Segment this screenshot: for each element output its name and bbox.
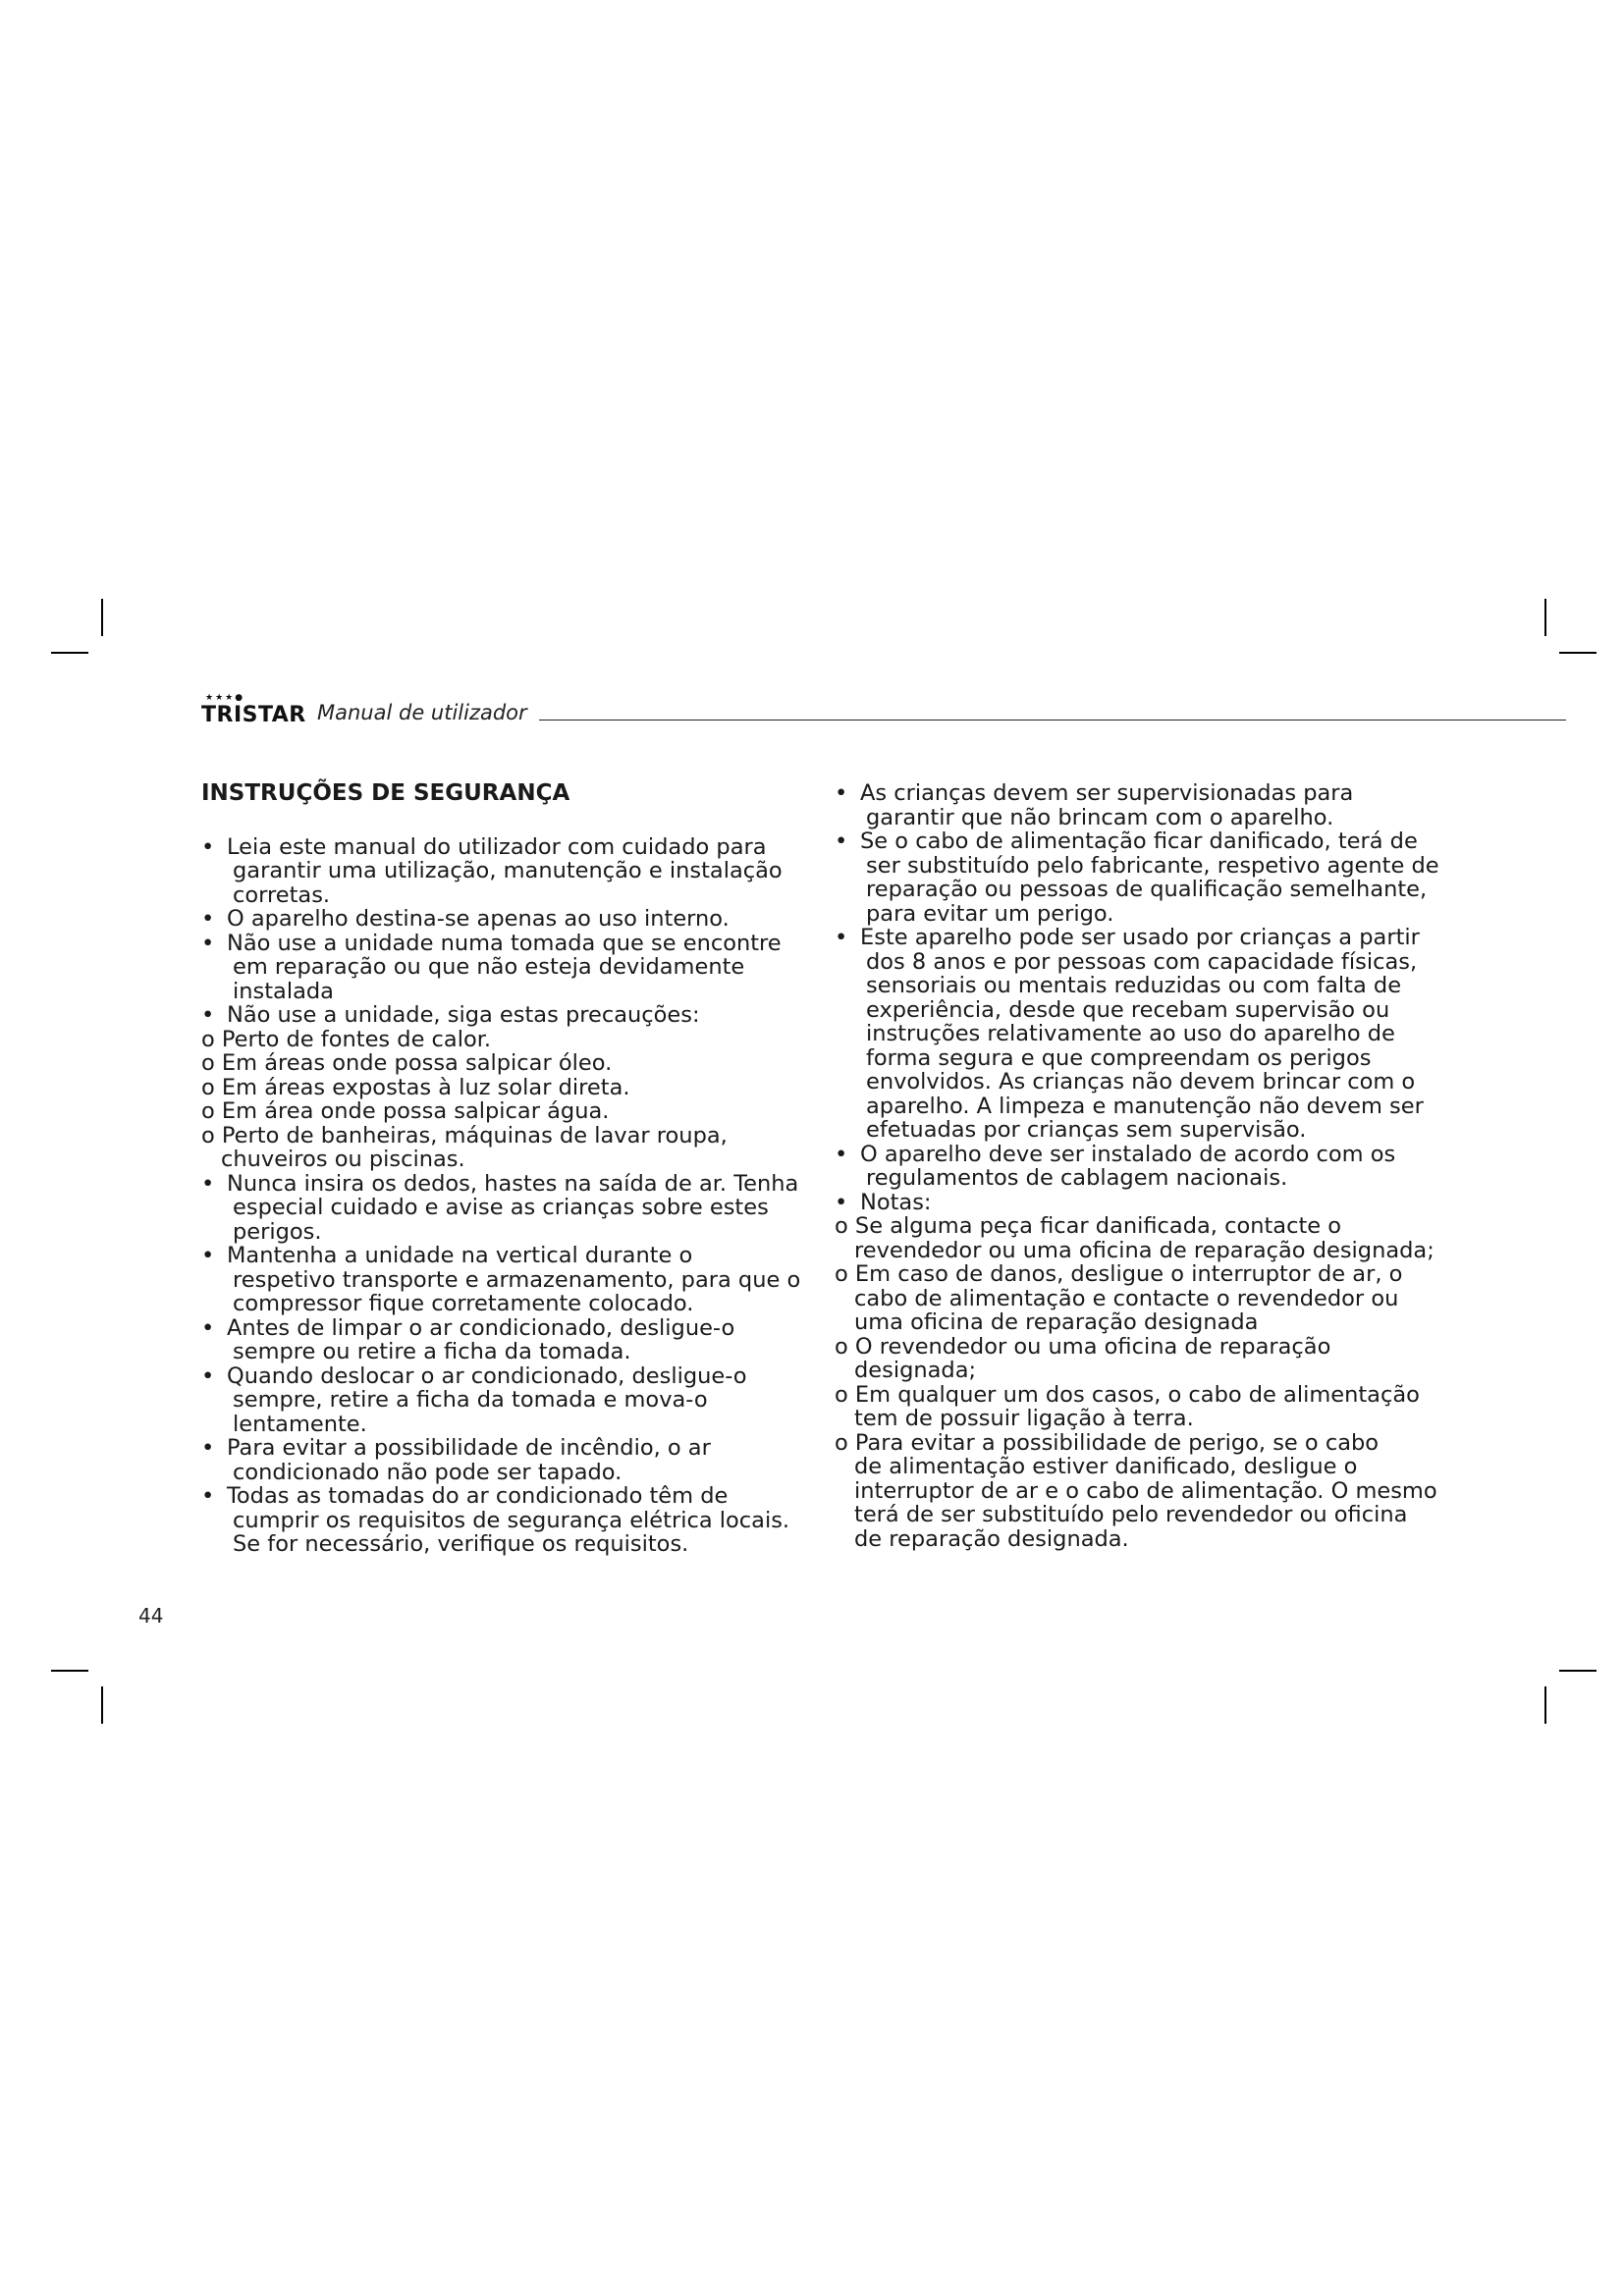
left-column bbox=[201, 781, 810, 1557]
right-sub-item bbox=[835, 1383, 1443, 1431]
left-bullet-item bbox=[201, 932, 810, 1004]
item-line: O aparelho deve ser instalado de acordo com os bbox=[860, 1141, 1396, 1167]
header-rule bbox=[539, 720, 1566, 721]
item-line: uma oficina de reparação designada bbox=[854, 1309, 1259, 1335]
item-line: interruptor de ar e o cabo de alimentação. O mesmo bbox=[854, 1477, 1437, 1504]
item-line: perigos. bbox=[233, 1218, 322, 1245]
left-bullet-item bbox=[201, 1172, 810, 1245]
page-number: 44 bbox=[138, 1604, 164, 1628]
left-bullet-item bbox=[201, 1003, 810, 1028]
section-heading: INSTRUÇÕES DE SEGURANÇA bbox=[201, 780, 570, 806]
item-line: instruções relativamente ao uso do aparelho de bbox=[866, 1021, 1395, 1046]
item-line: o O revendedor ou uma oficina de reparação bbox=[835, 1333, 1331, 1360]
item-line: Não use a unidade numa tomada que se encontre bbox=[227, 930, 782, 956]
right-bullet-item bbox=[835, 781, 1443, 829]
item-line: o Se alguma peça ficar danificada, contacte o bbox=[835, 1213, 1342, 1239]
right-bullet-item bbox=[835, 926, 1443, 1143]
item-line: o Em caso de danos, desligue o interruptor de ar, o bbox=[835, 1261, 1403, 1287]
bullet-mark: • bbox=[201, 1243, 215, 1268]
left-bullet-item bbox=[201, 1436, 810, 1484]
item-line: terá de ser substituído pelo revendedor ou oficina bbox=[854, 1502, 1408, 1527]
bullet-mark: • bbox=[201, 930, 215, 956]
item-line: o Em áreas expostas à luz solar direta. bbox=[201, 1074, 630, 1100]
bullet-mark: • bbox=[835, 828, 848, 854]
item-line: forma segura e que compreendam os perigos bbox=[866, 1044, 1372, 1071]
item-line: lentamente. bbox=[233, 1411, 367, 1437]
bullet-mark: • bbox=[201, 1002, 215, 1028]
item-line: Para evitar a possibilidade de incêndio, o ar bbox=[227, 1435, 711, 1461]
item-line: o Perto de fontes de calor. bbox=[201, 1026, 492, 1052]
bullet-mark: • bbox=[201, 1362, 215, 1389]
item-line: sempre, retire a ficha da tomada e mova-o bbox=[233, 1387, 708, 1413]
item-line: Não use a unidade, siga estas precauções: bbox=[227, 1002, 700, 1028]
left-bullet-item bbox=[201, 907, 810, 932]
item-line: de alimentação estiver danificado, desligue o bbox=[854, 1454, 1358, 1479]
item-line: Leia este manual do utilizador com cuidado para bbox=[227, 833, 767, 860]
item-line: de reparação designada. bbox=[854, 1525, 1129, 1552]
item-line: Este aparelho pode ser usado por crianças a partir bbox=[860, 925, 1420, 950]
item-line: o Em áreas onde possa salpicar óleo. bbox=[201, 1050, 613, 1076]
left-bullet-item bbox=[201, 1484, 810, 1557]
item-line: As crianças devem ser supervisionadas para bbox=[860, 780, 1354, 806]
item-line: para evitar um perigo. bbox=[866, 900, 1114, 927]
left-instruction-list bbox=[201, 835, 810, 1557]
item-line: instalada bbox=[233, 978, 334, 1004]
right-sub-item bbox=[835, 1262, 1443, 1335]
item-line: Todas as tomadas do ar condicionado têm de bbox=[227, 1483, 729, 1509]
item-line: em reparação ou que não esteja devidamente bbox=[233, 954, 745, 980]
item-line: O aparelho destina-se apenas ao uso interno. bbox=[227, 906, 730, 932]
page-header bbox=[201, 693, 1566, 732]
item-line: ser substituído pelo fabricante, respetivo agente de bbox=[866, 852, 1439, 879]
item-line: sensoriais ou mentais reduzidas ou com falta de bbox=[866, 973, 1402, 998]
right-bullet-item bbox=[835, 829, 1443, 926]
crop-mark-bottom-right-vertical bbox=[1544, 1686, 1546, 1724]
item-line: o Em área onde possa salpicar água. bbox=[201, 1098, 610, 1124]
bullet-mark: • bbox=[201, 833, 215, 860]
item-line: envolvidos. As crianças não devem brincar com o bbox=[866, 1069, 1416, 1095]
brand-stars: ★★★● bbox=[205, 693, 245, 703]
item-line: efetuadas por crianças sem supervisão. bbox=[866, 1117, 1307, 1143]
item-line: respetivo transporte e armazenamento, para que o bbox=[233, 1266, 801, 1293]
right-bullet-item bbox=[835, 1191, 1443, 1215]
bullet-mark: • bbox=[201, 1170, 215, 1197]
left-bullet-item bbox=[201, 1316, 810, 1364]
crop-mark-bottom-right-horizontal bbox=[1559, 1670, 1597, 1672]
crop-mark-top-left-vertical bbox=[101, 599, 103, 636]
item-line: especial cuidado e avise as crianças sobre estes bbox=[233, 1195, 769, 1220]
crop-mark-top-left-horizontal bbox=[51, 652, 88, 654]
item-line: garantir que não brincam com o aparelho. bbox=[866, 804, 1334, 830]
bullet-mark: • bbox=[201, 1314, 215, 1341]
item-line: Se o cabo de alimentação ficar danificado, terá de bbox=[860, 828, 1418, 854]
crop-mark-bottom-left-horizontal bbox=[51, 1670, 88, 1672]
item-line: revendedor ou uma oficina de reparação designada; bbox=[854, 1237, 1435, 1263]
item-line: designada; bbox=[854, 1358, 977, 1383]
bullet-mark: • bbox=[835, 780, 848, 806]
item-line: regulamentos de cablagem nacionais. bbox=[866, 1165, 1288, 1191]
manual-title: Manual de utilizador bbox=[317, 701, 527, 724]
left-sub-item bbox=[201, 1124, 810, 1172]
item-line: Quando deslocar o ar condicionado, desligue-o bbox=[227, 1362, 747, 1389]
right-column bbox=[835, 781, 1443, 1551]
item-line: Notas: bbox=[860, 1189, 932, 1215]
item-line: dos 8 anos e por pessoas com capacidade físicas, bbox=[866, 948, 1418, 975]
item-line: reparação ou pessoas de qualificação semelhante, bbox=[866, 877, 1428, 902]
bullet-mark: • bbox=[835, 1189, 848, 1215]
item-line: Mantenha a unidade na vertical durante o bbox=[227, 1243, 693, 1268]
bullet-mark: • bbox=[201, 1435, 215, 1461]
left-bullet-item bbox=[201, 1364, 810, 1437]
right-sub-item bbox=[835, 1335, 1443, 1383]
item-line: cabo de alimentação e contacte o revendedor ou bbox=[854, 1285, 1399, 1311]
left-sub-item bbox=[201, 1099, 810, 1124]
item-line: o Em qualquer um dos casos, o cabo de alimentação bbox=[835, 1381, 1420, 1408]
left-sub-item bbox=[201, 1076, 810, 1100]
item-line: o Perto de banheiras, máquinas de lavar roupa, bbox=[201, 1122, 728, 1148]
item-line: cumprir os requisitos de segurança elétrica locais. bbox=[233, 1507, 790, 1533]
item-line: experiência, desde que recebam supervisão ou bbox=[866, 996, 1390, 1023]
item-line: corretas. bbox=[233, 881, 331, 908]
item-line: sempre ou retire a ficha da tomada. bbox=[233, 1339, 631, 1364]
item-line: Antes de limpar o ar condicionado, desligue-o bbox=[227, 1314, 735, 1341]
right-sub-item bbox=[835, 1214, 1443, 1262]
left-bullet-item bbox=[201, 1244, 810, 1316]
right-sub-item bbox=[835, 1431, 1443, 1552]
crop-mark-top-right-vertical bbox=[1544, 599, 1546, 636]
bullet-mark: • bbox=[835, 1141, 848, 1167]
item-line: condicionado não pode ser tapado. bbox=[233, 1459, 623, 1485]
brand-name: TRISTAR bbox=[201, 703, 306, 727]
item-line: tem de possuir ligação à terra. bbox=[854, 1406, 1194, 1431]
crop-mark-bottom-left-vertical bbox=[101, 1686, 103, 1724]
item-line: Se for necessário, verifique os requisitos. bbox=[233, 1531, 689, 1557]
item-line: aparelho. A limpeza e manutenção não devem ser bbox=[866, 1093, 1424, 1119]
right-instruction-list bbox=[835, 781, 1443, 1551]
bullet-mark: • bbox=[201, 906, 215, 932]
item-line: garantir uma utilização, manutenção e instalação bbox=[233, 858, 783, 883]
item-line: compressor fique corretamente colocado. bbox=[233, 1291, 694, 1316]
crop-mark-top-right-horizontal bbox=[1559, 652, 1597, 654]
item-line: o Para evitar a possibilidade de perigo, se o cabo bbox=[835, 1429, 1380, 1456]
left-sub-item bbox=[201, 1051, 810, 1076]
bullet-mark: • bbox=[835, 925, 848, 950]
left-bullet-item bbox=[201, 835, 810, 908]
bullet-mark: • bbox=[201, 1483, 215, 1509]
item-line: chuveiros ou piscinas. bbox=[221, 1147, 465, 1172]
brand-logo bbox=[201, 693, 309, 732]
left-sub-item bbox=[201, 1028, 810, 1052]
right-bullet-item bbox=[835, 1143, 1443, 1191]
item-line: Nunca insira os dedos, hastes na saída de ar. Tenha bbox=[227, 1170, 799, 1197]
